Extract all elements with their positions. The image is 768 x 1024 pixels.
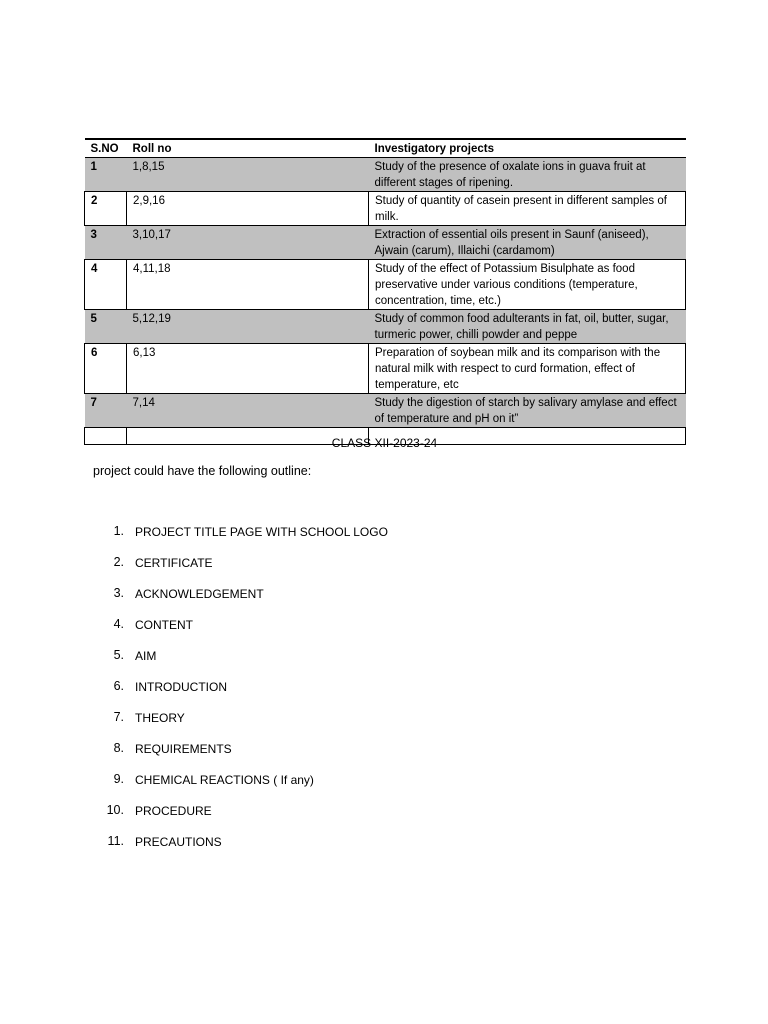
list-label: PRECAUTIONS — [135, 835, 222, 849]
row-roll-no: 5,12,19 — [127, 310, 369, 344]
list-label: THEORY — [135, 711, 185, 725]
list-label: AIM — [135, 649, 157, 663]
list-number: 4. — [113, 617, 124, 631]
project-outline-list — [0, 524, 768, 865]
table-header-row — [85, 139, 686, 158]
list-number: 8. — [113, 741, 124, 755]
row-roll-no: 4,11,18 — [127, 260, 369, 310]
row-roll-no: 7,14 — [127, 394, 369, 428]
row-sno: 1 — [85, 158, 127, 192]
list-item — [0, 586, 768, 617]
list-item — [0, 741, 768, 772]
list-item — [0, 617, 768, 648]
list-label: CERTIFICATE — [135, 556, 213, 570]
list-number: 11. — [107, 834, 124, 848]
list-number: 5. — [113, 648, 124, 662]
row-project: Preparation of soybean milk and its comparison with the natural milk with respect to curd formation, effect of temperature, etc — [369, 344, 686, 394]
header-roll-no: Roll no — [127, 139, 369, 158]
list-item — [0, 772, 768, 803]
table-row — [85, 310, 686, 344]
row-sno: 4 — [85, 260, 127, 310]
class-caption: CLASS XII-2023-24 — [331, 436, 438, 450]
list-number: 2. — [113, 555, 124, 569]
header-investigatory-projects: Investigatory projects — [369, 139, 686, 158]
row-sno: 5 — [85, 310, 127, 344]
list-number: 7. — [113, 710, 124, 724]
list-label: PROJECT TITLE PAGE WITH SCHOOL LOGO — [135, 525, 388, 539]
table-row — [85, 158, 686, 192]
table-row — [85, 192, 686, 226]
list-item — [0, 524, 768, 555]
table-row — [85, 394, 686, 428]
list-number: 6. — [113, 679, 124, 693]
row-roll-no: 1,8,15 — [127, 158, 369, 192]
list-label: CONTENT — [135, 618, 193, 632]
list-number: 3. — [113, 586, 124, 600]
list-item — [0, 834, 768, 865]
row-roll-no: 3,10,17 — [127, 226, 369, 260]
row-sno: 7 — [85, 394, 127, 428]
row-roll-no: 2,9,16 — [127, 192, 369, 226]
row-sno: 2 — [85, 192, 127, 226]
row-project: Study of quantity of casein present in different samples of milk. — [369, 192, 686, 226]
row-project: Study of the presence of oxalate ions in guava fruit at different stages of ripening. — [369, 158, 686, 192]
list-number: 1. — [113, 524, 124, 538]
list-item — [0, 648, 768, 679]
row-project: Study of common food adulterants in fat, oil, butter, sugar, turmeric power, chilli powder and peppe — [369, 310, 686, 344]
list-label: CHEMICAL REACTIONS ( If any) — [135, 773, 314, 787]
row-project: Study the digestion of starch by salivary amylase and effect of temperature and pH on it” — [369, 394, 686, 428]
header-sno: S.NO — [85, 139, 127, 158]
list-item — [0, 679, 768, 710]
list-label: INTRODUCTION — [135, 680, 227, 694]
list-label: PROCEDURE — [135, 804, 212, 818]
list-label: REQUIREMENTS — [135, 742, 232, 756]
list-item — [0, 710, 768, 741]
table-row — [85, 260, 686, 310]
row-sno: 6 — [85, 344, 127, 394]
table-row — [85, 344, 686, 394]
list-item — [0, 555, 768, 586]
outline-intro: project could have the following outline: — [93, 464, 312, 478]
projects-table — [84, 138, 686, 445]
list-number: 9. — [113, 772, 124, 786]
row-project: Extraction of essential oils present in Saunf (aniseed), Ajwain (carum), Illaichi (cardamom) — [369, 226, 686, 260]
row-roll-no: 6,13 — [127, 344, 369, 394]
table-row — [85, 226, 686, 260]
list-item — [0, 803, 768, 834]
list-label: ACKNOWLEDGEMENT — [135, 587, 264, 601]
list-number: 10. — [106, 803, 124, 817]
row-sno: 3 — [85, 226, 127, 260]
row-project: Study of the effect of Potassium Bisulphate as food preservative under various conditions (temperature, concentration, time, etc.) — [369, 260, 686, 310]
